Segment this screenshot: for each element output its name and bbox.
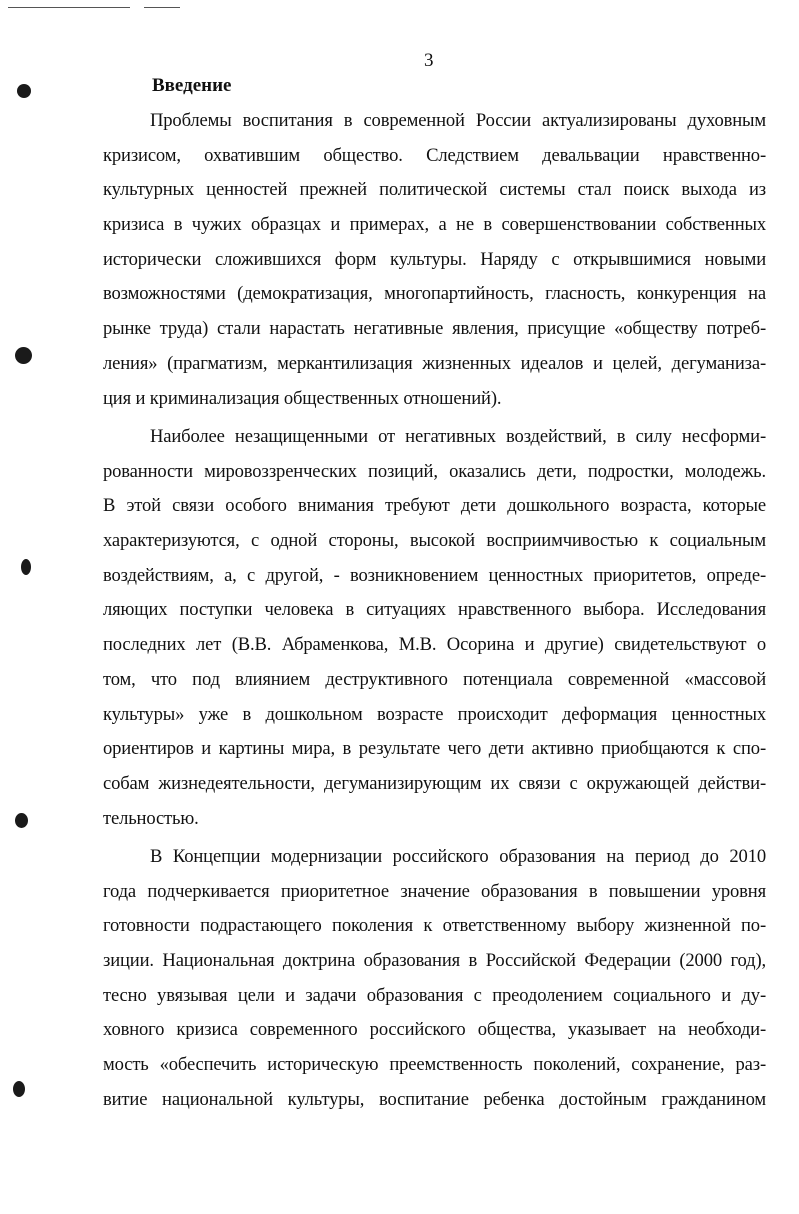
- paragraph-1: [103, 104, 766, 416]
- text-line: ориентиров и картины мира, в результате чего дети активно приобщаются к спо-: [103, 738, 766, 760]
- text-line: кризисом, охватившим общество. Следствием девальвации нравственно-: [103, 144, 766, 166]
- text-line: Проблемы воспитания в современной России актуализированы духовным: [150, 110, 766, 131]
- text-line: зиции. Национальная доктрина образования в Российской Федерации (2000 год),: [103, 950, 766, 972]
- text-line: мость «обеспечить историческую преемственность поколений, сохранение, раз-: [103, 1054, 766, 1076]
- binding-hole-mark: [21, 559, 31, 575]
- paragraph-2: [103, 420, 766, 836]
- text-line: Наиболее незащищенными от негативных воздействий, в силу несформи-: [150, 426, 766, 447]
- text-line: тельностью.: [103, 807, 199, 829]
- text-line: рынке труда) стали нарастать негативные явления, присущие «обществу потреб-: [103, 318, 766, 340]
- text-line: года подчеркивается приоритетное значение образования в повышении уровня: [103, 880, 766, 902]
- text-line: возможностями (демократизация, многопартийность, гласность, конкуренция на: [103, 283, 766, 305]
- scan-artifact-line: [8, 7, 130, 8]
- page-number: 3: [424, 50, 434, 71]
- text-line: ховного кризиса современного российского общества, указывает на необходи-: [103, 1019, 766, 1041]
- binding-hole-mark: [15, 813, 28, 828]
- text-line: В Концепции модернизации российского образования на период до 2010: [150, 846, 766, 867]
- paragraph-3: [103, 840, 766, 1118]
- section-heading: Введение: [152, 75, 232, 96]
- text-line: последних лет (В.В. Абраменкова, М.В. Осорина и другие) свидетельствуют о: [103, 634, 766, 656]
- binding-hole-mark: [15, 347, 32, 364]
- binding-hole-mark: [13, 1081, 25, 1097]
- text-line: ляющих поступки человека в ситуациях нравственного выбора. Исследования: [103, 599, 766, 621]
- text-line: В этой связи особого внимания требуют дети дошкольного возраста, которые: [103, 495, 766, 517]
- text-line: том, что под влиянием деструктивного потенциала современной «массовой: [103, 668, 766, 690]
- text-line: готовности подрастающего поколения к ответственному выбору жизненной по-: [103, 915, 766, 937]
- text-line: рованности мировоззренческих позиций, оказались дети, подростки, молодежь.: [103, 460, 766, 482]
- text-line: ления» (прагматизм, меркантилизация жизненных идеалов и целей, дегуманиза-: [103, 352, 766, 374]
- text-line: ция и криминализация общественных отношений).: [103, 387, 502, 409]
- text-line: исторически сложившихся форм культуры. Наряду с открывшимися новыми: [103, 248, 766, 270]
- binding-hole-mark: [17, 84, 31, 98]
- text-line: культуры» уже в дошкольном возрасте происходит деформация ценностных: [103, 703, 766, 725]
- text-line: характеризуются, с одной стороны, высокой восприимчивостью к социальным: [103, 530, 766, 552]
- text-line: кризиса в чужих образцах и примерах, а не в совершенствовании собственных: [103, 214, 766, 236]
- scan-artifact-line: [144, 7, 180, 8]
- text-line: культурных ценностей прежней политической системы стал поиск выхода из: [103, 179, 766, 201]
- text-line: тесно увязывая цели и задачи образования с преодолением социального и ду-: [103, 984, 766, 1006]
- text-line: собам жизнедеятельности, дегуманизирующим их связи с окружающей действи-: [103, 772, 766, 794]
- text-line: воздействиям, а, с другой, - возникновением ценностных приоритетов, опреде-: [103, 564, 766, 586]
- text-line: витие национальной культуры, воспитание ребенка достойным гражданином: [103, 1088, 766, 1110]
